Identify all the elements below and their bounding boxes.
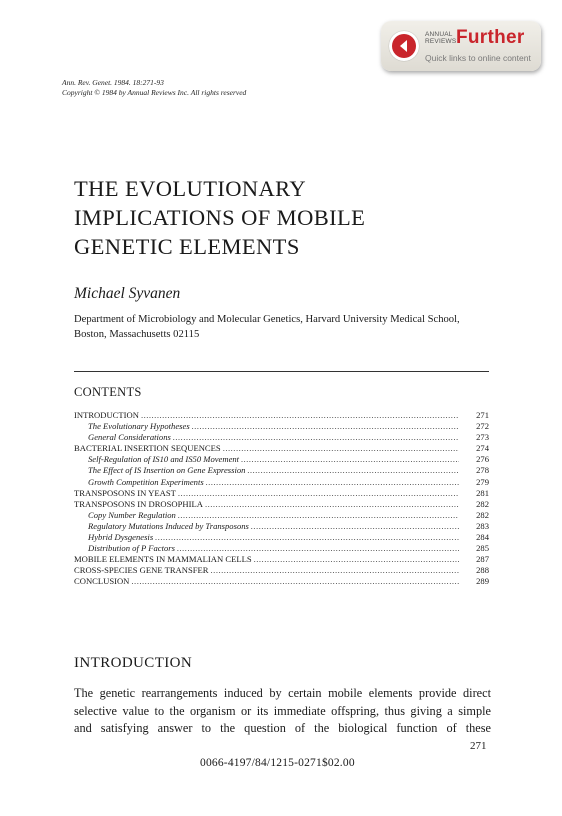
section-divider: [74, 371, 489, 372]
toc-leader-dots: [178, 510, 459, 521]
toc-entry-title: CONCLUSION: [74, 576, 130, 587]
toc-entry-title: Copy Number Regulation: [88, 509, 176, 520]
toc-entry-page: 272: [476, 421, 489, 432]
author-name: Michael Syvanen: [74, 285, 181, 302]
toc-leader-dots: [241, 454, 459, 465]
toc-leader-dots: [206, 477, 459, 488]
toc-entry-page: 284: [476, 532, 489, 543]
quick-links-label: Quick links to online content: [425, 53, 531, 63]
toc-leader-dots: [223, 443, 459, 454]
page-number: 271: [470, 740, 487, 752]
toc-subentry[interactable]: [74, 477, 489, 488]
toc-subentry[interactable]: [74, 543, 489, 554]
copyright-line: Copyright © 1984 by Annual Reviews Inc. All rights reserved: [62, 87, 247, 97]
toc-leader-dots: [254, 554, 459, 565]
article-code: 0066-4197/84/1215-0271$02.00: [200, 757, 355, 769]
toc-leader-dots: [178, 488, 459, 499]
paragraph-line: and satisfying answer to the question of the biological function of these: [74, 721, 491, 736]
toc-entry-title: Distribution of P Factors: [88, 543, 175, 554]
further-logo: [389, 31, 419, 61]
toc-entry-page: 288: [476, 565, 489, 576]
toc-entry-title: INTRODUCTION: [74, 410, 139, 420]
toc-entry[interactable]: [74, 576, 489, 587]
toc-leader-dots: [192, 421, 459, 432]
toc-subentry[interactable]: [74, 432, 489, 443]
toc-entry-page: 287: [476, 554, 489, 565]
toc-entry-title: Regulatory Mutations Induced by Transposons: [88, 520, 249, 531]
play-left-icon: [392, 34, 416, 58]
annual-reviews-label: ANNUAL REVIEWS: [425, 31, 457, 45]
further-label: Further: [456, 27, 525, 48]
toc-entry-page: 289: [476, 576, 489, 587]
toc-entry[interactable]: [74, 554, 489, 565]
toc-entry[interactable]: [74, 443, 489, 454]
toc-entry-title: Hybrid Dysgenesis: [88, 532, 154, 543]
toc-leader-dots: [131, 576, 459, 587]
toc-leader-dots: [177, 543, 459, 554]
toc-entry-page: 281: [476, 487, 489, 498]
journal-citation: [62, 78, 246, 97]
toc-entry[interactable]: [74, 410, 489, 421]
toc-leader-dots: [211, 565, 459, 576]
toc-entry-title: TRANSPOSONS IN YEAST: [74, 487, 176, 498]
toc-entry-page: 282: [476, 509, 489, 520]
toc-subentry[interactable]: [74, 532, 489, 543]
toc-entry-title: MOBILE ELEMENTS IN MAMMALIAN CELLS: [74, 554, 252, 565]
toc-entry-page: 279: [476, 476, 489, 487]
toc-leader-dots: [155, 532, 459, 543]
toc-entry-title: The Effect of IS Insertion on Gene Expression: [88, 465, 246, 476]
toc-entry-page: 271: [476, 410, 489, 420]
annual-reviews-further-badge[interactable]: [381, 21, 541, 71]
toc-leader-dots: [251, 521, 459, 532]
table-of-contents: [74, 410, 489, 588]
toc-entry-page: 273: [476, 432, 489, 443]
toc-entry-title: TRANSPOSONS IN DROSOPHILA: [74, 498, 203, 509]
article-title: [74, 174, 365, 261]
toc-leader-dots: [205, 499, 459, 510]
toc-entry[interactable]: [74, 499, 489, 510]
toc-entry-title: General Considerations: [88, 432, 171, 443]
toc-entry-page: 283: [476, 520, 489, 531]
toc-leader-dots: [173, 432, 459, 443]
toc-entry-title: The Evolutionary Hypotheses: [88, 421, 190, 432]
toc-leader-dots: [247, 465, 459, 476]
toc-subentry[interactable]: [74, 454, 489, 465]
toc-subentry[interactable]: [74, 510, 489, 521]
toc-entry-title: Growth Competition Experiments: [88, 476, 204, 487]
toc-entry[interactable]: [74, 565, 489, 576]
toc-subentry[interactable]: [74, 421, 489, 432]
toc-entry[interactable]: [74, 488, 489, 499]
title-line: IMPLICATIONS OF MOBILE: [74, 205, 366, 230]
toc-leader-dots: [141, 410, 459, 421]
introduction-heading: INTRODUCTION: [74, 655, 193, 671]
title-line: THE EVOLUTIONARY: [74, 176, 306, 201]
toc-subentry[interactable]: [74, 521, 489, 532]
paragraph-line: The genetic rearrangements induced by certain mobile elements provide direct: [74, 686, 491, 700]
toc-entry-title: Self-Regulation of IS10 and IS50 Movement: [88, 454, 240, 465]
toc-entry-page: 276: [476, 454, 489, 465]
toc-entry-page: 274: [476, 443, 489, 454]
paragraph-line: selective value to the organism or its immediate offspring, thus giving a simple: [74, 703, 491, 718]
introduction-paragraph: [74, 685, 491, 738]
title-line: GENETIC ELEMENTS: [74, 234, 300, 259]
citation-line: Ann. Rev. Genet. 1984. 18:271-93: [62, 78, 164, 87]
toc-subentry[interactable]: [74, 465, 489, 476]
contents-heading: CONTENTS: [74, 385, 142, 399]
author-affiliation: Department of Microbiology and Molecular Genetics, Harvard University Medical School, Boston, Massachusetts 02115: [74, 314, 460, 340]
toc-entry-title: CROSS-SPECIES GENE TRANSFER: [74, 565, 209, 576]
toc-entry-page: 278: [476, 465, 489, 476]
toc-entry-page: 285: [476, 543, 489, 554]
toc-entry-title: BACTERIAL INSERTION SEQUENCES: [74, 443, 221, 454]
toc-entry-page: 282: [476, 498, 489, 509]
